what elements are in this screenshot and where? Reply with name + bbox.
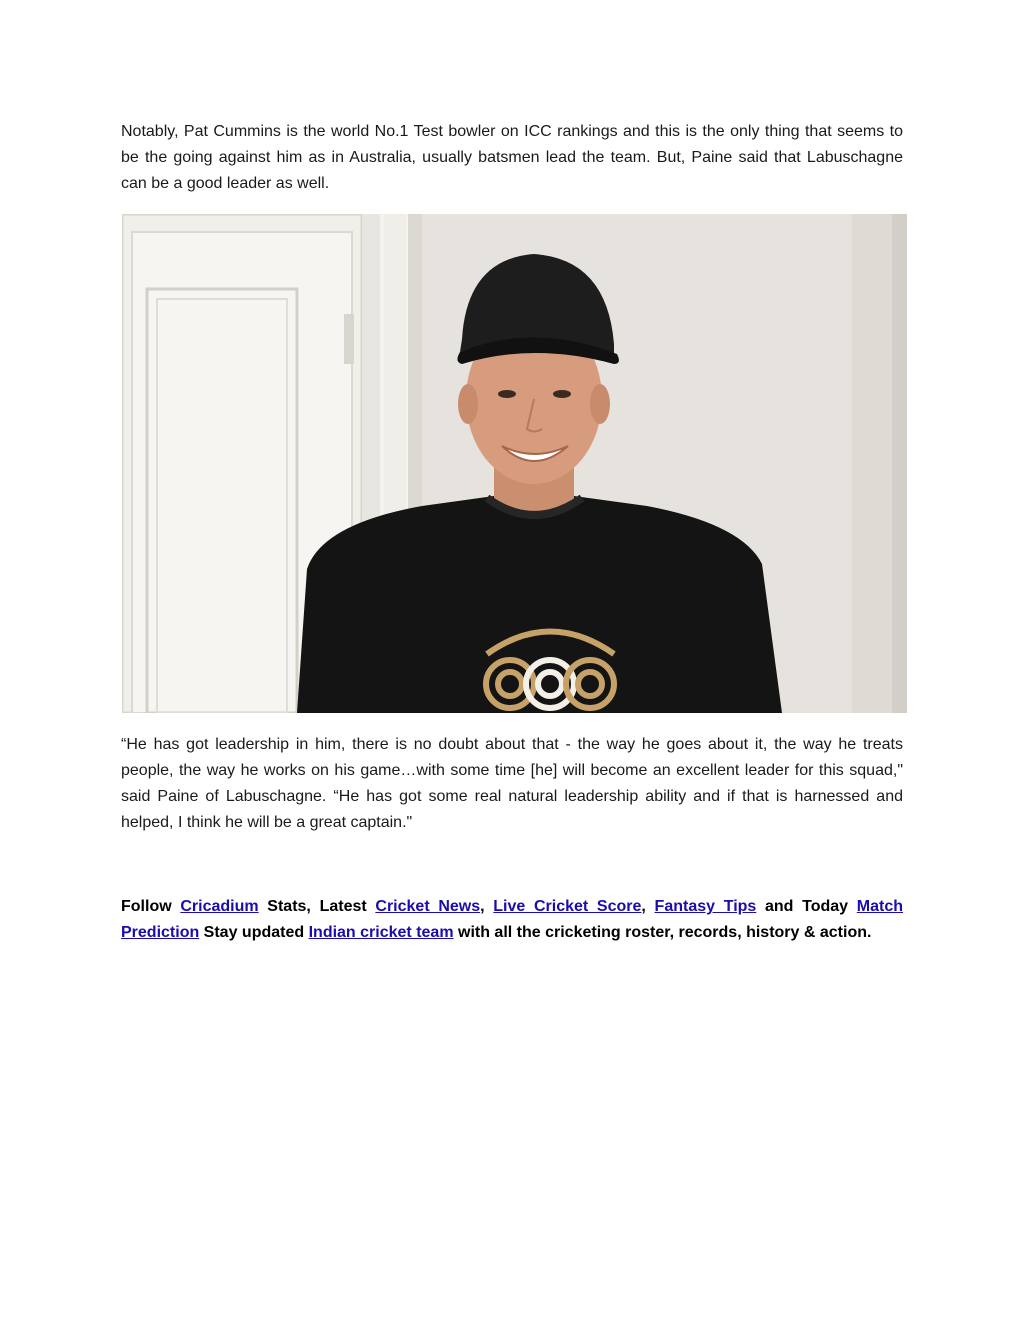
- link-cricadium[interactable]: Cricadium: [180, 898, 259, 915]
- paragraph-quote: “He has got leadership in him, there is no doubt about that - the way he goes about it, the way he treats people, the way he works on his game…with some time [he] will become an excellent leader for this squad," said Paine of Labuschagne. “He has got some real natural leadership ability and if that is harnessed and helped, I think he will be a great captain.": [121, 736, 903, 831]
- follow-text-6: Stay updated: [199, 924, 309, 941]
- follow-text-1: Follow: [121, 898, 181, 915]
- paragraph-intro: Notably, Pat Cummins is the world No.1 Test bowler on ICC rankings and this is the only thing that seems to be the going against him as in Australia, usually batsmen lead the team. But, Paine said that Labuschagne can be a good leader as well.: [121, 123, 903, 192]
- link-fantasy-tips[interactable]: Fantasy Tips: [654, 898, 757, 915]
- link-cricket-news[interactable]: Cricket News: [375, 898, 481, 915]
- follow-paragraph: [121, 894, 903, 946]
- follow-text-2: Stats, Latest: [258, 898, 376, 915]
- follow-text-3: ,: [480, 898, 494, 915]
- player-photo-illustration: [122, 214, 907, 713]
- follow-text-7: with all the cricketing roster, records, history & action.: [453, 924, 872, 941]
- follow-text-4: ,: [641, 898, 655, 915]
- link-match-prediction[interactable]: Match Prediction: [121, 898, 904, 941]
- link-live-cricket-score[interactable]: Live Cricket Score: [493, 898, 642, 915]
- follow-text-5: and Today: [756, 898, 857, 915]
- link-indian-cricket-team[interactable]: Indian cricket team: [308, 924, 454, 941]
- player-photo: [122, 214, 907, 713]
